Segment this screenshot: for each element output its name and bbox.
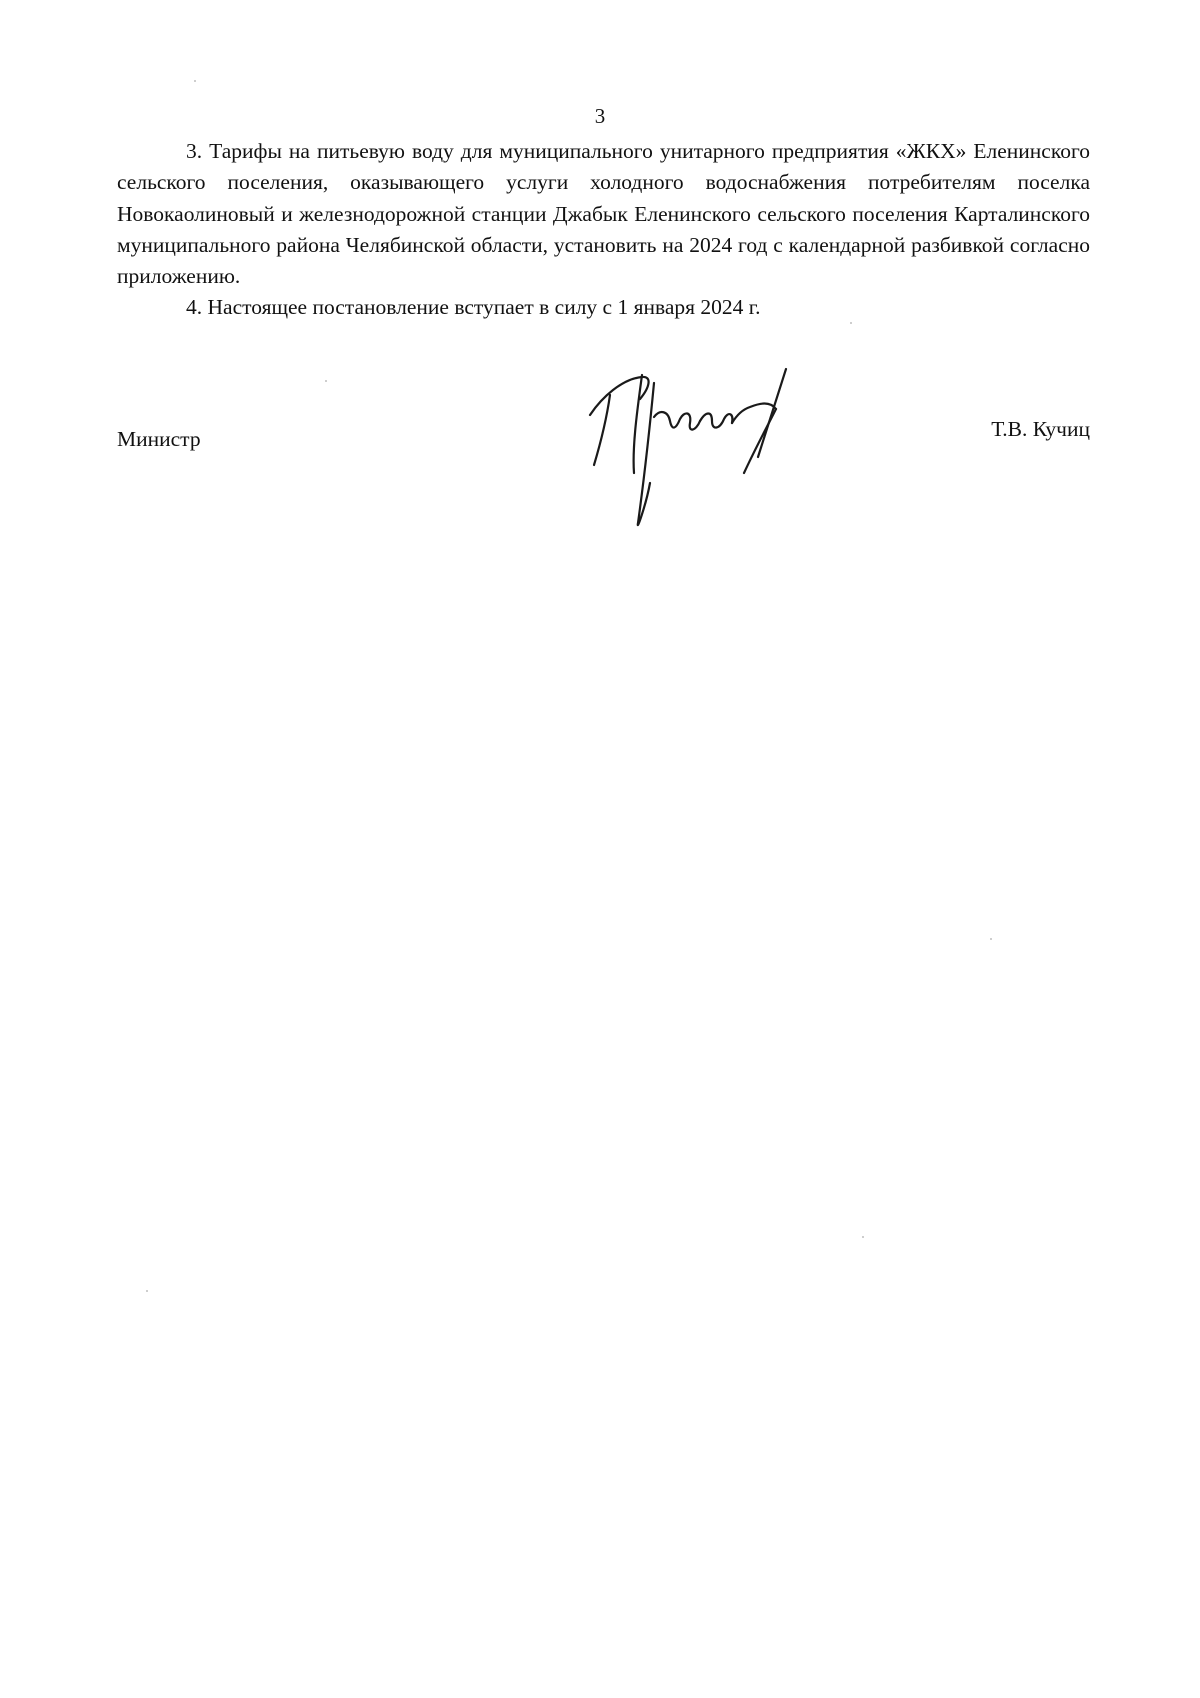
- page-number: 3: [594, 104, 606, 128]
- paragraph-effective-date: 4. Настоящее постановление вступает в силу с 1 января 2024 г.: [186, 295, 761, 320]
- scan-speck: [325, 380, 327, 382]
- signer-name: Т.В. Кучиц: [991, 417, 1090, 441]
- handwritten-signature: [580, 365, 815, 535]
- scan-speck: [194, 80, 196, 82]
- signer-position: Министр: [117, 427, 201, 451]
- document-body: [117, 136, 1090, 324]
- scan-speck: [862, 1236, 864, 1238]
- scan-speck: [146, 1290, 148, 1292]
- scan-speck: [850, 322, 852, 324]
- scan-speck: [990, 938, 992, 940]
- paragraph-tariffs: 3. Тарифы на питьевую воду для муниципального унитарного предприятия «ЖКХ» Еленинского сельского поселения, оказывающего услуги холодного водоснабжения потребителям поселка Новокаолиновый и железнодорожной станции Джабык Еленинского сельского поселения Карталинского муниципального района Челябинской области, установить на 2024 год с календарной разбивкой согласно приложению.: [117, 139, 1090, 289]
